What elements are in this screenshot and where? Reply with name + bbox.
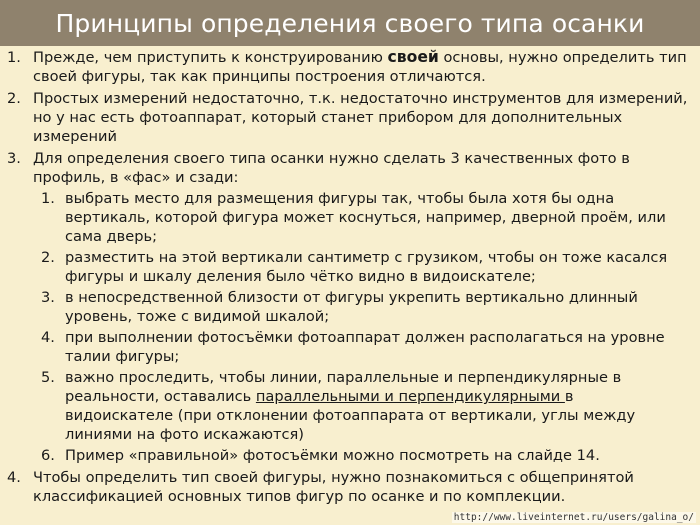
text-run: выбрать место для размещения фигуры так, чтобы была хотя бы одна вертикаль, которой фигура может коснуться, например, дверной проём, или сама дверь;: [65, 190, 666, 245]
sub-list-item-number: 2.: [41, 249, 55, 266]
list-item-text: [33, 90, 687, 145]
source-watermark: http://www.liveinternet.ru/users/galina_o/: [453, 512, 694, 523]
sub-list-item-text: [65, 369, 635, 443]
sub-list-item-text: [65, 289, 638, 325]
text-run: Простых измерений недостаточно, т.к. недостаточно инструментов для измерений, но у нас есть фотоаппарат, который станет прибором для дополнительных измерений: [33, 90, 688, 145]
sub-list-item-number: 6.: [41, 447, 55, 464]
sub-list: [33, 189, 692, 465]
text-run: в: [564, 388, 574, 405]
text-run: Пример «правильной» фотосъёмки можно посмотреть на слайде 14.: [65, 447, 600, 464]
slide-content: [0, 48, 700, 518]
sub-list-item-number: 5.: [41, 369, 55, 386]
text-run: своей: [387, 48, 439, 66]
sub-list-item-text: [65, 329, 665, 365]
text-run: важно проследить, чтобы линии, параллельные и перпендикулярные в реальности, оставались: [65, 369, 622, 405]
text-run: 3 качественных фото: [450, 150, 617, 167]
sub-list-item-number: 4.: [41, 329, 55, 346]
text-run: в профиль, в «фас» и сзади:: [33, 150, 630, 186]
sub-list-item: [0, 368, 692, 444]
slide-title-bar: [0, 0, 700, 46]
list-item: [0, 89, 700, 146]
text-run: тип своей фигуры: [33, 49, 687, 85]
slide-title: Принципы определения своего типа осанки: [55, 8, 645, 38]
list-item-number: 1.: [7, 49, 21, 66]
sub-list-item-number: 3.: [41, 289, 55, 306]
text-run: , так как принципы построения отличаются.: [140, 68, 486, 85]
sub-list-item-number: 1.: [41, 190, 55, 207]
list-item-text: [33, 150, 630, 186]
main-list: [0, 48, 700, 506]
sub-list-item-text: [65, 190, 666, 245]
list-item-number: 3.: [7, 150, 21, 167]
text-run: параллельными и перпендикулярными: [255, 388, 565, 405]
list-item-text: [33, 49, 687, 85]
sub-list-item-text: [65, 447, 600, 464]
sub-list-item-text: [65, 249, 667, 285]
list-item-number: 4.: [7, 469, 21, 486]
sub-list-item: [0, 446, 692, 465]
text-run: Прежде, чем приступить к конструированию: [33, 49, 388, 66]
text-run: разместить на этой вертикали сантиметр с грузиком, чтобы он тоже касался фигуры и шкалу деления было чётко видно в видоискателе;: [65, 249, 668, 285]
list-item: [0, 149, 700, 465]
text-run: видоискателе: [65, 407, 174, 424]
sub-list-item: [0, 328, 692, 366]
list-item-text: [33, 469, 634, 505]
sub-list-item: [0, 248, 692, 286]
sub-list-item: [0, 288, 692, 326]
text-run: при выполнении фотосъёмки фотоаппарат должен располагаться на уровне талии фигуры;: [65, 329, 665, 365]
sub-list-item: [0, 189, 692, 246]
list-item-number: 2.: [7, 90, 21, 107]
text-run: Для определения своего типа осанки нужно сделать: [33, 150, 451, 167]
text-run: (при отклонении фотоаппарата от вертикали, углы между линиями на фото искажаются): [65, 407, 636, 443]
list-item: [0, 48, 700, 86]
text-run: основы, нужно определить: [438, 49, 660, 66]
text-run: Чтобы определить тип своей фигуры, нужно познакомиться с общепринятой классификацией основных типов фигур по осанке и по комплекции.: [33, 469, 634, 505]
text-run: в непосредственной близости от фигуры укрепить вертикально длинный уровень, тоже с видимой шкалой;: [65, 289, 638, 325]
list-item: [0, 468, 700, 506]
